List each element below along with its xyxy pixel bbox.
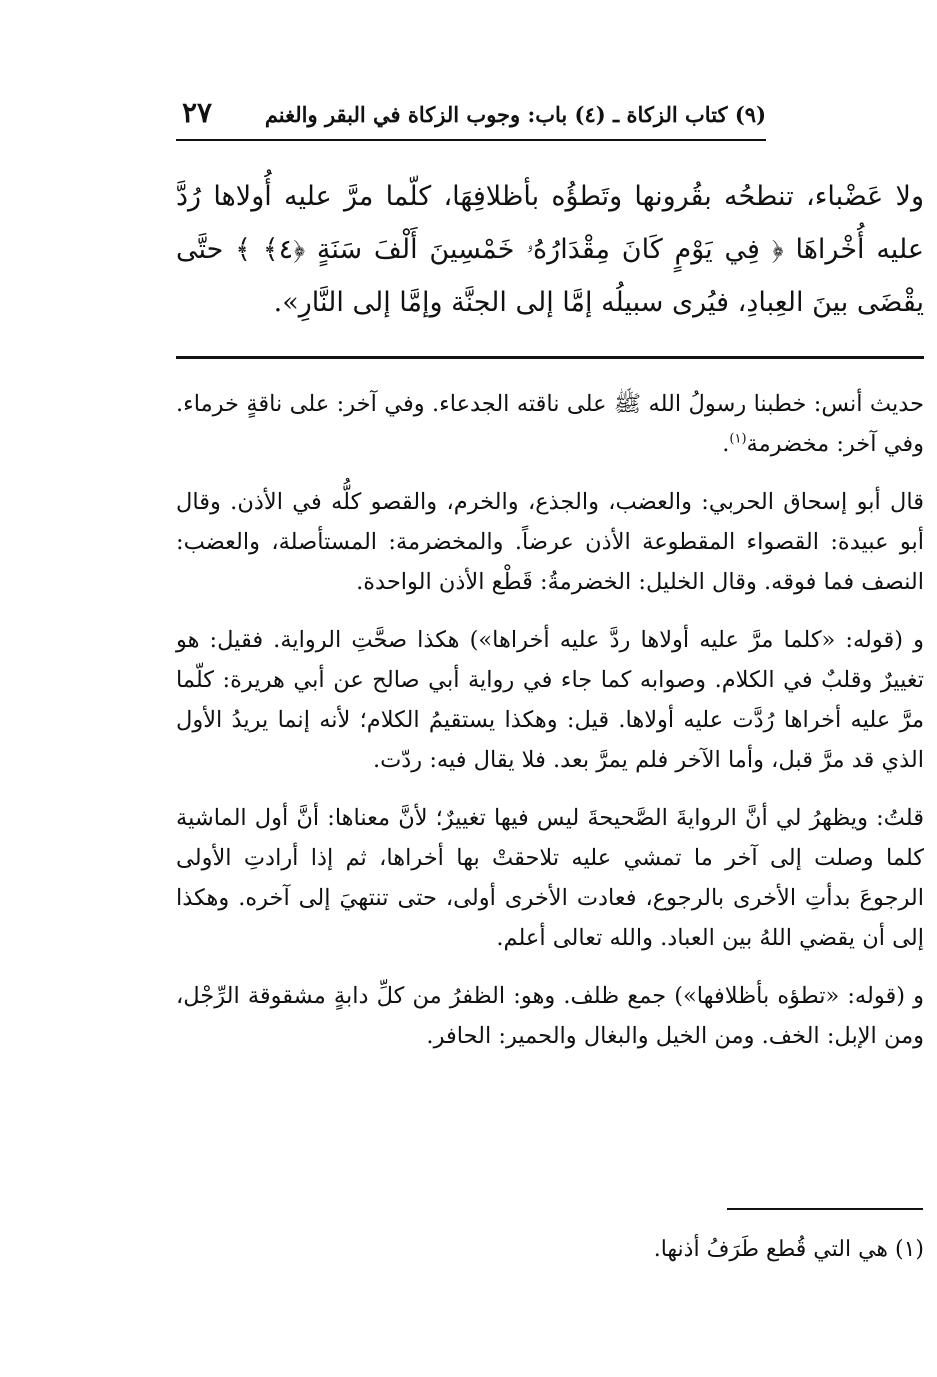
hadith-text: ولا عَضْباء، تنطحُه بقُرونها وتَطؤُه بأظلافِهَا، كلّما مرَّ عليه أُولاها رُدَّ عليه أُخْراهَا ﴿ فِي يَوْمٍ كَانَ مِقْدَارُهُۥ خَمْسِينَ أَلْفَ سَنَةٍ ﴿٤﴾ ﴾ حتَّى يقْضَى بينَ العِبادِ، فيُرى سبيلُه إمَّا إلى الجنَّة وإمَّا إلى النَّارِ». [176,181,924,318]
commentary-paragraph-1 [176,384,924,464]
commentary-paragraph-5: و (قوله: «تطؤه بأظلافها») جمع ظلف. وهو: الظفرُ من كلِّ دابةٍ مشقوقة الرِّجْل، ومن الإبل: الخف. ومن الخيل والبغال والحمير: الحافر. [176,983,924,1049]
page-header [176,96,766,136]
header-rule [176,139,766,141]
hadith-text-block [176,170,924,329]
paragraph-1-text: حديث أنس: خطبنا رسولُ الله ﷺ على ناقته الجدعاء. وفي آخر: على ناقةٍ خرماء. وفي آخر: مخضرمة [176,391,924,457]
section-divider [176,356,924,359]
footnote: (١) هي التي قُطع طَرَفُ أذنها. [653,1237,924,1262]
commentary-paragraph-2: قال أبو إسحاق الحربي: والعضب، والجذع، والخرم، والقصو كلُّه في الأذن. وقال أبو عبيدة: القصواء المقطوعة الأذن عرضاً. والمخضرمة: المستأصلة، والعضب: النصف فما فوقه. وقال الخليل: الخضرمةُ: قَطْع الأذن الواحدة. [176,489,924,595]
commentary-paragraph-3: و (قوله: «كلما مرَّ عليه أولاها ردَّ عليه أخراها») هكذا صحَّتِ الرواية. فقيل: هو تغييرٌ وقلبٌ في الكلام. وصوابه كما جاء في رواية أبي صالح عن أبي هريرة: كلّما مرَّ عليه أخراها رُدَّت عليه أولاها. قيل: وهكذا يستقيمُ الكلام؛ لأنه إنما يريدُ الأول الذي قد مرَّ قبل، وأما الآخر فلم يمرَّ بعد. فلا يقال فيه: ردّت. [176,627,924,773]
commentary-block [176,384,924,1074]
footnote-reference: (١) [729,431,747,447]
running-title: (٩) كتاب الزكاة ـ (٤) باب: وجوب الزكاة في البقر والغنم [264,102,766,127]
footnote-rule [727,1208,923,1210]
page-number: ٢٧ [182,96,213,129]
paragraph-1-end: . [722,431,730,457]
commentary-paragraph-4: قلتُ: ويظهرُ لي أنَّ الروايةَ الصَّحيحةَ ليس فيها تغييرٌ؛ لأنَّ معناها: أنَّ أول الماشية كلما وصلت إلى آخر ما تمشي عليه تلاحقتْ بها أخراها، ثم إذا أرادتِ الأولى الرجوعَ بدأتِ الأخرى بالرجوع، فعادت الأخرى أولى، حتى تنتهيَ إلى آخره. وهكذا إلى أن يقضي اللهُ بين العباد. والله تعالى أعلم. [176,805,924,951]
